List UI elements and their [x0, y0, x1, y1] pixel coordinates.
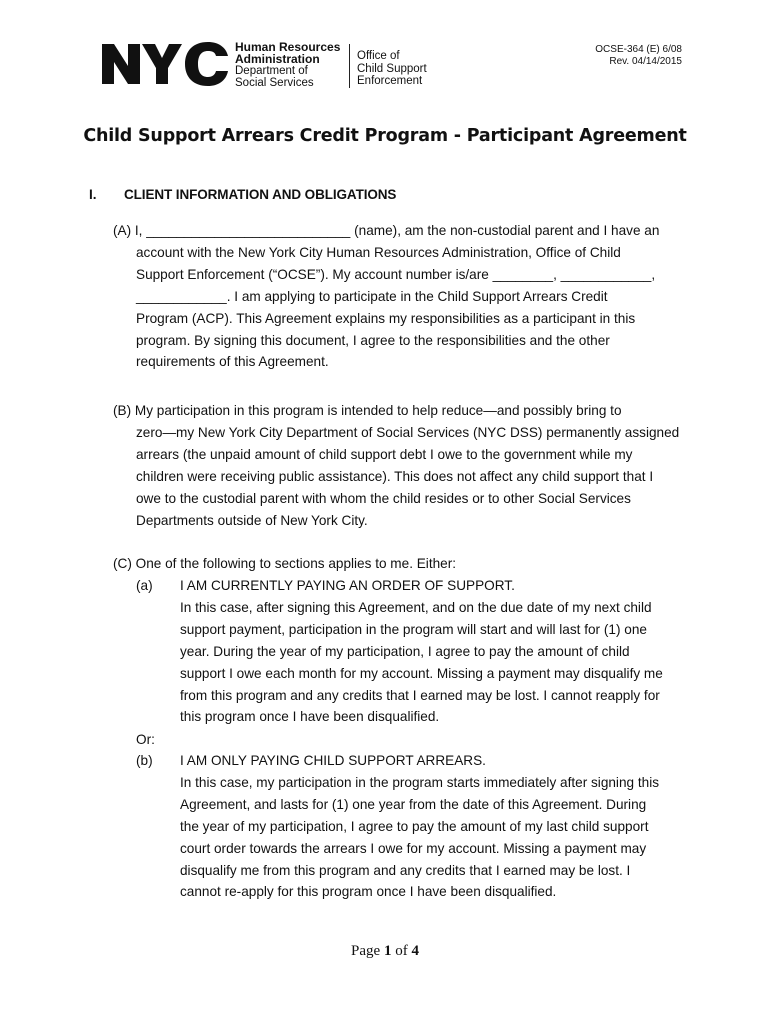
paragraph-b-line: zero—my New York City Department of Social Services (NYC DSS) permanently assigned	[136, 424, 680, 440]
hra-agency-name	[235, 41, 355, 89]
option-a-label: (a)	[136, 578, 153, 593]
hra-line-2: Administration	[235, 52, 320, 66]
option-b-line: I AM ONLY PAYING CHILD SUPPORT ARREARS.	[180, 753, 486, 768]
option-a-line: year. During the year of my participation, I agree to pay the amount of child	[180, 643, 630, 659]
document-title: Child Support Arrears Credit Program - Participant Agreement	[83, 126, 687, 146]
option-a-line: I AM CURRENTLY PAYING AN ORDER OF SUPPORT.	[180, 578, 515, 593]
ocse-office-name	[357, 50, 457, 88]
section-heading: CLIENT INFORMATION AND OBLIGATIONS	[124, 187, 397, 202]
option-a-line: In this case, after signing this Agreement, and on the due date of my next child	[180, 599, 652, 615]
page-word: Page	[351, 943, 381, 959]
of-word: of	[395, 943, 408, 959]
page-current: 1	[383, 943, 392, 959]
paragraph-a-line: Program (ACP). This Agreement explains my responsibilities as a participant in this	[136, 310, 636, 326]
ocse-line-2: Child Support	[357, 62, 427, 75]
ocse-line-3: Enforcement	[357, 75, 423, 87]
or-text: Or:	[136, 732, 155, 747]
option-b-line: Agreement, and lasts for (1) one year from the date of this Agreement. During	[180, 796, 647, 812]
section-number: I.	[89, 187, 97, 202]
option-b-line: In this case, my participation in the program starts immediately after signing this	[180, 774, 660, 790]
paragraph-b-line: owe to the custodial parent with whom the child resides or to other Social Services	[136, 490, 631, 506]
paragraph-a-line: program. By signing this document, I agree to the responsibilities and the other	[136, 332, 610, 348]
hra-line-3: Department of	[235, 65, 308, 77]
option-b-line: cannot re-apply for this program once I have been disqualified.	[180, 884, 557, 900]
paragraph-b-line: children were receiving public assistance). This does not affect any child support that I	[136, 468, 654, 484]
option-a-line: from this program and any credits that I earned may be lost. I cannot reapply for	[180, 687, 660, 703]
option-b-label: (b)	[136, 753, 153, 768]
paragraph-a-line: Support Enforcement (“OCSE”). My account number is/are ________, ____________,	[136, 266, 656, 282]
ocse-line-1: Office of	[357, 50, 400, 62]
header-divider	[349, 44, 350, 88]
option-b-line: the year of my participation, I agree to pay the amount of my last child support	[180, 818, 649, 834]
paragraph-b-line: (B) My participation in this program is intended to help reduce—and possibly bring to	[113, 403, 622, 418]
option-a-line: support I owe each month for my account. Missing a payment may disqualify me	[180, 665, 663, 681]
option-b-line: disqualify me from this program and any credits that I earned may be lost. I	[180, 862, 631, 878]
form-number: OCSE-364 (E) 6/08	[595, 44, 682, 55]
form-revision: Rev. 04/14/2015	[609, 56, 682, 67]
paragraph-a-line: (A) I, ___________________________ (name), am the non-custodial parent and I have an	[113, 223, 660, 238]
option-a	[180, 575, 663, 728]
hra-line-1: Human Resources	[235, 40, 341, 54]
paragraph-a-line: account with the New York City Human Resources Administration, Office of Child	[136, 244, 621, 260]
form-number-block	[595, 44, 682, 68]
paragraph-c-intro: (C) One of the following to sections applies to me. Either:	[113, 556, 457, 571]
paragraph-b	[113, 400, 679, 531]
paragraph-a-line: ____________. I am applying to participate in the Child Support Arrears Credit	[136, 288, 608, 304]
option-b	[180, 750, 659, 903]
paragraph-c	[113, 553, 456, 575]
paragraph-a	[113, 220, 659, 373]
hra-line-4: Social Services	[235, 77, 314, 89]
option-a-line: this program once I have been disqualified.	[180, 709, 440, 725]
paragraph-b-line: Departments outside of New York City.	[136, 512, 368, 528]
option-b-line: court order towards the arrears I owe for my account. Missing a payment may	[180, 840, 647, 856]
paragraph-b-line: arrears (the unpaid amount of child support debt I owe to the government while my	[136, 446, 633, 462]
paragraph-a-line: requirements of this Agreement.	[136, 354, 329, 370]
option-a-line: support payment, participation in the program will start and will last for (1) one	[180, 621, 647, 637]
page-total: 4	[411, 943, 419, 959]
nyc-logo-icon	[100, 40, 232, 88]
page-footer	[0, 943, 770, 960]
